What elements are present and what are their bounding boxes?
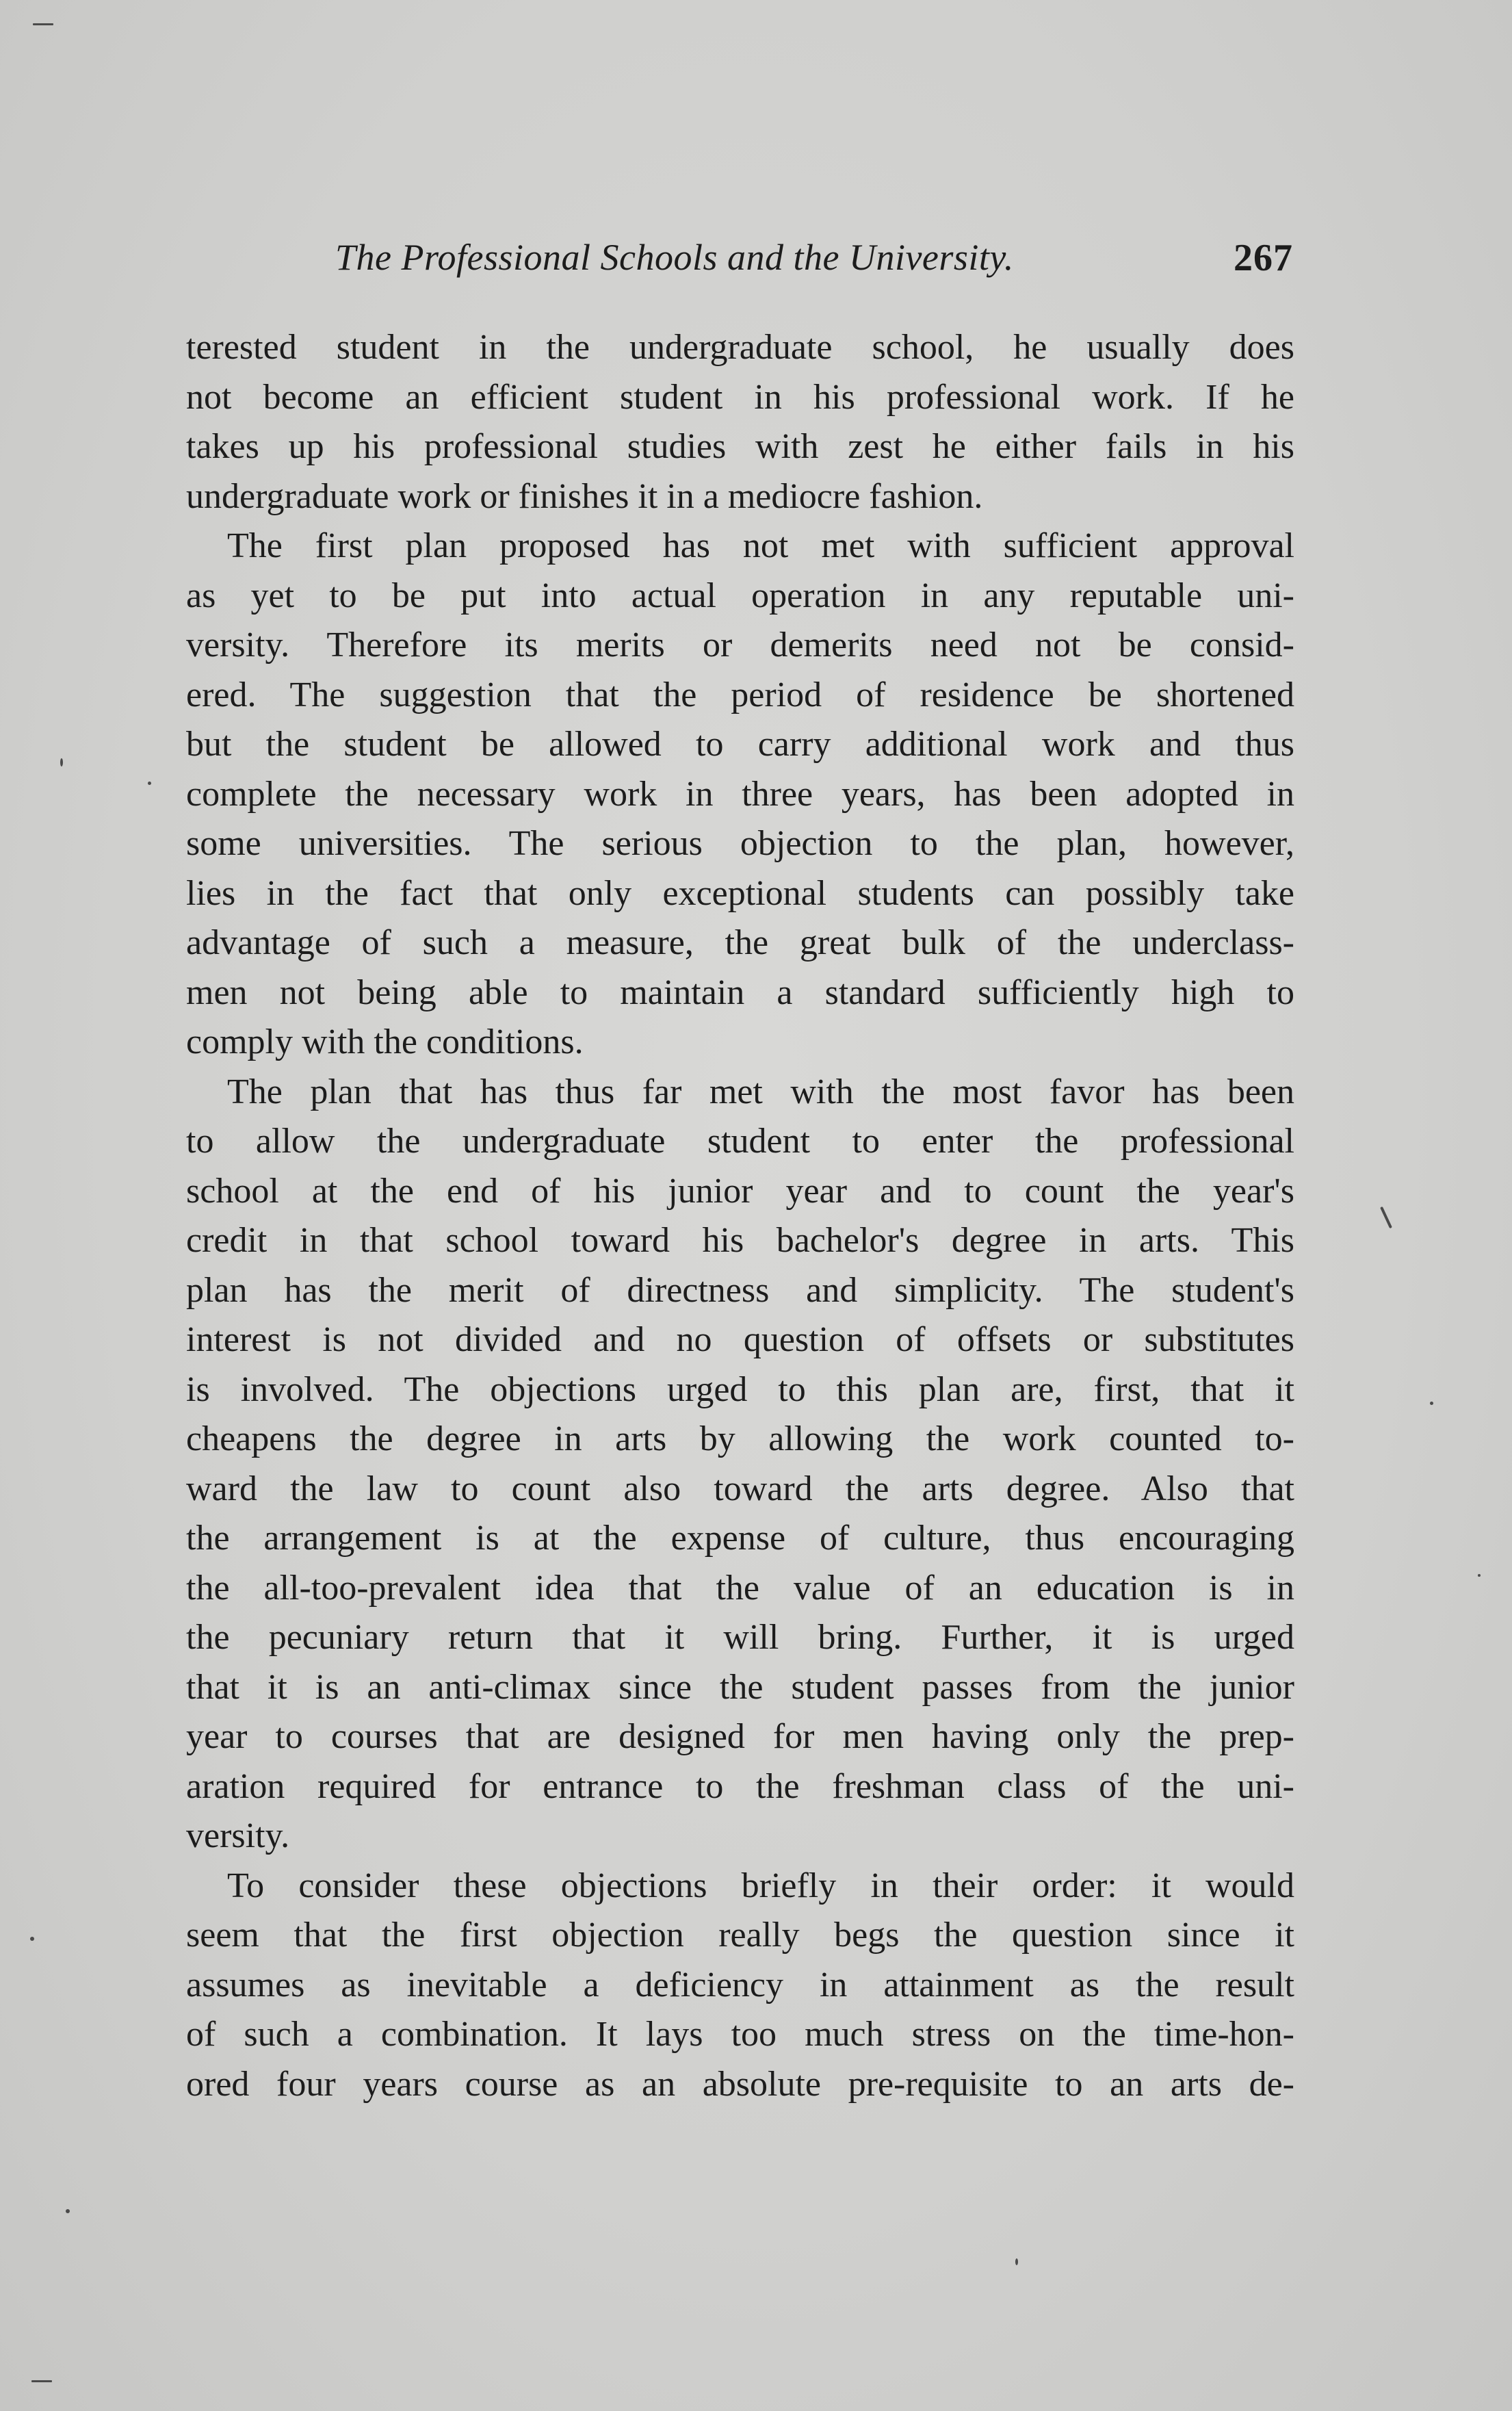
scan-speck (1430, 1402, 1433, 1405)
text-line: the all-too-prevalent idea that the value of an education is in (186, 1568, 1294, 1608)
text-line: cheapens the degree in arts by allowing the work counted to- (186, 1419, 1294, 1458)
scan-speck (30, 1937, 34, 1941)
body-text (186, 323, 1294, 2109)
text-line: comply with the conditions. (186, 1022, 584, 1061)
text-line: ored four years course as an absolute pre-requisite to an arts de- (186, 2064, 1294, 2104)
text-line: versity. (186, 1816, 290, 1855)
scan-speck (33, 23, 53, 25)
text-line: as yet to be put into actual operation in any reputable uni- (186, 576, 1294, 615)
running-head (335, 236, 1293, 298)
text-line: To consider these objections briefly in their order: it would (227, 1866, 1294, 1905)
text-line: complete the necessary work in three years, has been adopted in (186, 774, 1294, 814)
text-line: that it is an anti-climax since the student passes from the junior (186, 1667, 1294, 1707)
paragraph-4 (186, 1861, 1294, 2110)
text-line: lies in the fact that only exceptional students can possibly take (186, 873, 1294, 913)
text-line: The plan that has thus far met with the most favor has been (227, 1072, 1294, 1111)
text-line: advantage of such a measure, the great bulk of the underclass- (186, 923, 1294, 962)
text-line: some universities. The serious objection to the plan, however, (186, 824, 1294, 863)
scan-speck (1380, 1207, 1392, 1229)
text-line: school at the end of his junior year and to count the year's (186, 1171, 1294, 1211)
scan-speck (148, 782, 151, 785)
text-line: takes up his professional studies with zest he either fails in his (186, 427, 1294, 466)
text-line: men not being able to maintain a standard sufficiently high to (186, 972, 1294, 1012)
scan-speck (60, 758, 63, 766)
paragraph-3 (186, 1068, 1294, 1861)
page-number: 267 (1234, 237, 1293, 279)
text-line: the pecuniary return that it will bring. Further, it is urged (186, 1618, 1294, 1657)
text-line: credit in that school toward his bachelor's degree in arts. This (186, 1221, 1294, 1260)
text-line: seem that the first objection really begs the question since it (186, 1916, 1294, 1955)
text-line: versity. Therefore its merits or demerits need not be consid- (186, 626, 1294, 665)
text-line: aration required for entrance to the freshman class of the uni- (186, 1766, 1294, 1806)
text-line: plan has the merit of directness and simplicity. The student's (186, 1270, 1294, 1310)
text-line: terested student in the undergraduate school, he usually does (186, 328, 1294, 367)
scan-speck (66, 2209, 70, 2213)
text-line: ered. The suggestion that the period of residence be shortened (186, 675, 1294, 714)
scan-speck (1478, 1574, 1481, 1577)
paragraph-2 (186, 521, 1294, 1068)
text-line: is involved. The objections urged to this plan are, first, that it (186, 1369, 1294, 1409)
running-title: The Professional Schools and the University. (335, 237, 1014, 278)
text-line: interest is not divided and no question of offsets or substitutes (186, 1320, 1294, 1359)
text-line: year to courses that are designed for men having only the prep- (186, 1717, 1294, 1756)
paragraph-1 (186, 323, 1294, 521)
text-line: not become an efficient student in his professional work. If he (186, 377, 1294, 417)
text-line: the arrangement is at the expense of culture, thus encouraging (186, 1519, 1294, 1558)
text-line: but the student be allowed to carry additional work and thus (186, 725, 1294, 764)
text-line: assumes as inevitable a deficiency in attainment as the result (186, 1965, 1294, 2004)
text-line: undergraduate work or finishes it in a mediocre fashion. (186, 476, 983, 516)
text-line: The first plan proposed has not met with sufficient approval (227, 526, 1294, 565)
text-line: of such a combination. It lays too much stress on the time-hon- (186, 2015, 1294, 2054)
scan-speck (1015, 2258, 1018, 2265)
text-line: ward the law to count also toward the arts degree. Also that (186, 1469, 1294, 1508)
text-line: to allow the undergraduate student to enter the professional (186, 1122, 1294, 1161)
scan-speck (31, 2380, 52, 2382)
